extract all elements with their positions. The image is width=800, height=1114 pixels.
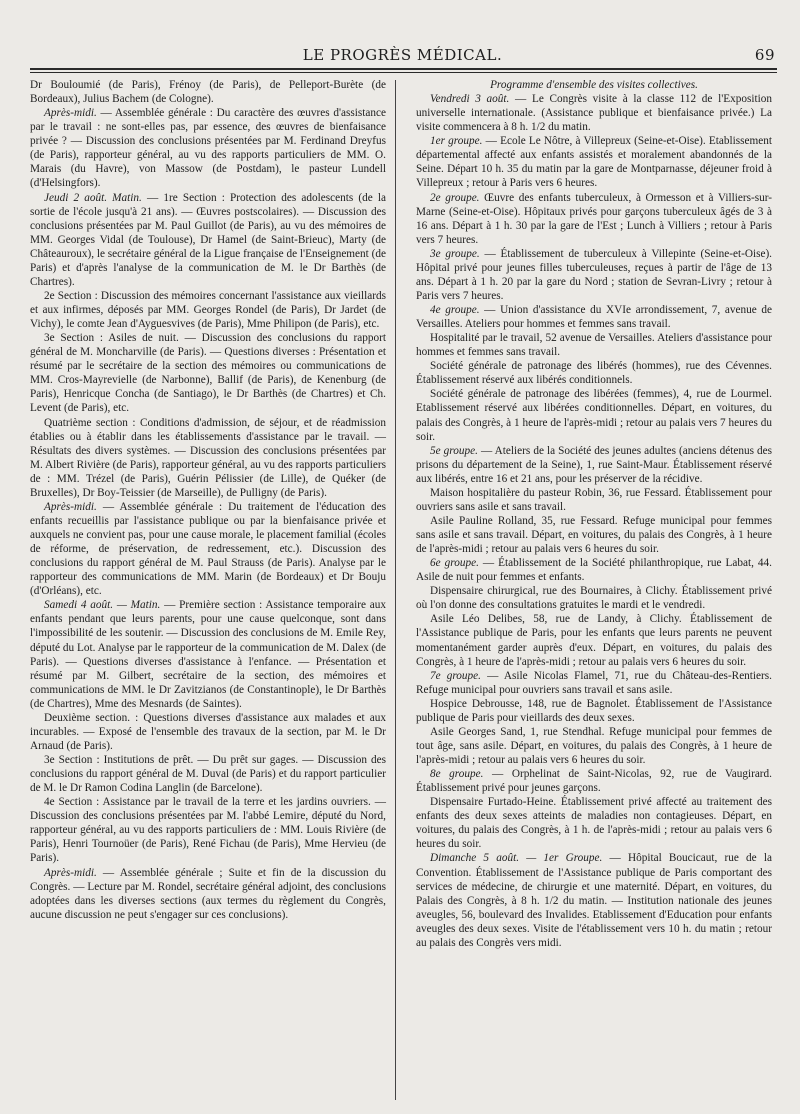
- paragraph: [416, 725, 772, 767]
- paragraph: [416, 612, 772, 668]
- paragraph-text: Dispensaire chirurgical, rue des Bournaires, à Clichy. Établissement privé où l'on donne des consultations gratuites le mardi et le vendredi.: [416, 585, 772, 612]
- paragraph-text: — Assemblée générale ; Suite et fin de la discussion du Congrès. — Lecture par M. Rondel, secrétaire général adjoint, des conclusions adoptées dans les diverses sections (aux termes du règlement du Congrès, aucune discussion ne peut s'engager sur ces conclusions).: [30, 866, 386, 921]
- paragraph-text: — Hôpital Boucicaut, rue de la Convention. Établissement de l'Assistance publique de Paris comportant des services de médecine, de chirurgie et une maternité. Départ, en voitures, du Palais des Congrès, à 8 h. 1/2 du matin. — Institution nationale des jeunes aveugles, 56, boulevard des Invalides. Etablissement d'Education pour enfants aveugles des deux sexes. Visite de l'établissement vers 10 h. du matin ; retour au palais des Congrès vers midi.: [416, 852, 772, 949]
- paragraph-label: Vendredi 3 août.: [430, 93, 510, 106]
- paragraph-label: 6e groupe.: [430, 557, 479, 570]
- paragraph-label: Après-midi.: [44, 500, 97, 513]
- paragraph-text: Maison hospitalière du pasteur Robin, 36, rue Fessard. Établissement pour ouvriers sans asile et sans travail.: [416, 486, 772, 513]
- paragraph: [416, 851, 772, 949]
- paragraph-text: Société générale de patronage des libérés (hommes), rue des Cévennes. Établissement réservé aux libérés conditionnels.: [416, 360, 772, 387]
- section-heading: Programme d'ensemble des visites collectives.: [490, 79, 698, 91]
- paragraph-text: — 1re Section : Protection des adolescents (de la sortie de l'école jusqu'à 21 ans). — Œuvres postscolaires). — Discussion des conclusions présentées par M. Paul Guillot (de Paris), au vu des mémoires de MM. Georges Vidal (de Toulouse), Dr Hamel (de Saint-Brieuc), Marty (de Châteauroux), le secrétaire général de la Ligue française de l'Enseignement (de Paris) et d'après l'analyse de la communication de M. le Dr Barthès (de Chartres).: [30, 191, 386, 288]
- paragraph: [416, 697, 772, 725]
- paragraph-text: Dr Bouloumié (de Paris), Frénoy (de Paris), de Pelleport-Burète (de Bordeaux), Julius Bachem (de Cologne).: [30, 79, 386, 106]
- paragraph-text: 3e Section : Asiles de nuit. — Discussion des conclusions du rapport général de M. Moncharville (de Paris). — Questions diverses : Présentation et résumé par le secrétaire de la section des mémoires ou communications de MM. Cros-Mayrevielle (de Narbonne), Ballif (de Paris), de Kenenburg (de Paris), Henricque Concha (de Santiago), le Dr Barthès (de Chartres) et Ch. Levent (de Paris), etc.: [30, 332, 386, 415]
- paragraph-label: Après-midi.: [44, 866, 97, 879]
- paragraph-text: Hospice Debrousse, 148, rue de Bagnolet. Établissement de l'Assistance publique de Paris pour vieillards des deux sexes.: [416, 697, 772, 724]
- paragraph-text: Deuxième section. : Questions diverses d'assistance aux malades et aux incurables. — Exposé de l'ensemble des travaux de la section, par M. le Dr Arnaud (de Paris).: [30, 711, 386, 752]
- paragraph: [30, 711, 386, 753]
- paragraph-text: — Première section : Assistance temporaire aux enfants pendant que leurs parents, pour une cause quelconque, sont dans l'impossibilité de les soutenir. — Discussion des conclusions de M. Emile Rey, député du Lot. Analyse par le rapporteur de la communication de M. Dalex (de Paris). — Questions diverses d'assistance à l'enfance. — Présentation et résumé par M. Gilbert, secrétaire de la section, des mémoires et communications de MM. le Dr Zavitzianos (de Constantinople), le Dr Barthès (de Chartres), Mme des Mesnards (de Saintes).: [30, 599, 387, 710]
- paragraph-label: 7e groupe.: [430, 669, 481, 682]
- journal-title: LE PROGRÈS MÉDICAL.: [302, 46, 503, 64]
- paragraph-text: Société générale de patronage des libérées (femmes), 4, rue de Lourmel. Etablissement réservé aux libérées conditionnelles. Départ, en voitures, du palais des Congrès, à 1 heure de l'après-midi ; retour au palais vers 7 heures du soir.: [416, 388, 772, 443]
- paragraph: [30, 331, 386, 415]
- left-column: [30, 78, 386, 922]
- page-header: [30, 44, 775, 66]
- paragraph-text: 2e Section : Discussion des mémoires concernant l'assistance aux vieillards et aux infirmes, déposés par MM. Georges Rondel (de Paris), Dr Jardet (de Vichy), le comte Jean d'Ayguesvives (de Paris), Mme Philipon (de Paris), etc.: [30, 289, 386, 331]
- paragraph: [416, 191, 772, 247]
- paragraph-text: Asile Pauline Rolland, 35, rue Fessard. Refuge municipal pour femmes sans asile et sans travail. Départ, en voitures, du palais des Congrès, à 1 heure de l'après-midi ; retour au palais vers 6 heures du soir.: [416, 514, 772, 556]
- paragraph: [30, 416, 386, 500]
- paragraph-label: 2e groupe.: [430, 191, 480, 204]
- paragraph: [30, 191, 386, 289]
- paragraph-label: 3e groupe.: [430, 247, 480, 260]
- paragraph: [416, 795, 772, 851]
- paragraph: [416, 359, 772, 387]
- paragraph-label: 8e groupe.: [430, 768, 484, 781]
- paragraph: [416, 331, 772, 359]
- paragraph: [416, 514, 772, 556]
- paragraph: [416, 444, 772, 486]
- paragraph: [30, 78, 386, 106]
- paragraph-label: 4e groupe.: [430, 304, 480, 316]
- paragraph: [416, 247, 772, 303]
- paragraph: [30, 500, 386, 598]
- paragraph: [30, 866, 386, 922]
- paragraph: [416, 669, 772, 697]
- paragraph-label: Samedi 4 août. — Matin.: [44, 599, 161, 612]
- right-column: [416, 78, 772, 950]
- paragraph-text: — Assemblée générale : Du caractère des œuvres d'assistance par le travail : ne sont-elles pas, par essence, des œuvres de bienfaisance privée ? — Discussion des conclusions présentées par M. Ferdinand Dreyfus (de Paris), rapporteur général, au vu des rapports particuliers de MM. O. Marais (du Havre), von Massow (de Postdam), le pasteur Lundell (d'Helsingfors).: [30, 107, 386, 190]
- paragraph-label: Dimanche 5 août. — 1er Groupe.: [430, 852, 603, 865]
- paragraph: [416, 584, 772, 612]
- column-divider: [395, 80, 396, 1100]
- paragraph: [30, 289, 386, 331]
- paragraph: [416, 134, 772, 190]
- paragraph-text: Quatrième section : Conditions d'admission, de séjour, et de réadmission établies ou à établir dans les établissements d'assistance par le travail. — Résultats des divers systèmes. — Discussion des conclusions présentées par M. Albert Rivière (de Paris), rapporteur général, au vu des rapports particuliers de : MM. Trézel (de Paris), Guérin Pélissier (de Lille), de Quéker (de Bruxelles), Dr Boy-Teissier (de Marseille), de Pulligny (de Paris).: [30, 416, 386, 499]
- paragraph-text: — Ateliers de la Société des jeunes adultes (anciens détenus des prisons du département de la Seine), 1, rue Saint-Maur. Établissement réservé aux libérés, entre 16 et 21 ans, pour les préserver de la récidive.: [416, 444, 772, 485]
- paragraph-label: Jeudi 2 août. Matin.: [44, 191, 142, 204]
- paragraph-text: Dispensaire Furtado-Heine. Établissement privé affecté au traitement des enfants des deux sexes atteints de maladies non contagieuses. Départ, en voitures, du palais des Congrès, à 1 h. de l'après-midi ; retour au palais vers 6 heures du soir.: [416, 796, 772, 851]
- paragraph-text: — Union d'assistance du XVIe arrondissement, 7, avenue de Versailles. Ateliers pour hommes et femmes sans travail.: [416, 304, 772, 331]
- paragraph-text: — Établissement de la Société philanthropique, rue Labat, 44. Asile de nuit pour femmes et enfants.: [416, 557, 772, 584]
- paragraph: [416, 92, 772, 134]
- paragraph: [30, 598, 386, 711]
- paragraph-text: Œuvre des enfants tuberculeux, à Ormesson et à Villiers-sur-Marne (Seine-et-Oise). Hôpitaux privés pour garçons tuberculeux âgés de 3 à 16 ans. Départ à 1 h. 30 par la gare de l'Est ; Lunch à Villiers ; retour à Paris vers 7 heures.: [416, 191, 772, 246]
- paragraph: [416, 387, 772, 443]
- header-rule-thin: [30, 72, 777, 73]
- paragraph: [30, 106, 386, 190]
- paragraph-text: — Établissement de tuberculeux à Villepinte (Seine-et-Oise). Hôpital privé pour jeunes filles tuberculeuses, reçues à partir de l'âge de 13 ans. Départ à 1 h. 20 par la gare du Nord ; station de Sevran-Livry ; retour à Paris vers 7 heures.: [416, 247, 772, 302]
- paragraph-text: — Le Congrès visite à la classe 112 de l'Exposition universelle internationale. (Assistance publique et bienfaisance privée.) La visite commencera à 8 h. 1/2 du matin.: [416, 93, 772, 134]
- paragraph-text: — Assemblée générale : Du traitement de l'éducation des enfants recueillis par l'assistance publique ou par la bienfaisance privée et auxquels ne convient pas, pour une cause morale, le placement familial (écoles de réforme, de préservation, de redressement, etc.). Discussion des conclusions du rapport général de M. Paul Strauss (de Paris). Analyse par le rapporteur des communications de MM. Marin (de Bordeaux) et Dr Bouju (d'Orléans), etc.: [30, 500, 386, 598]
- paragraph-label: 5e groupe.: [430, 444, 478, 457]
- paragraph-text: — Orphelinat de Saint-Nicolas, 92, rue de Vaugirard. Établissement privé pour jeunes garçons.: [416, 768, 772, 795]
- page-number: 69: [754, 46, 775, 64]
- paragraph: [30, 795, 386, 865]
- paragraph-text: Asile Georges Sand, 1, rue Stendhal. Refuge municipal pour femmes de tout âge, sans asile. Départ, en voitures, du palais des Congrès, à 1 heure de l'après-midi ; retour au palais vers 6 heures du soir.: [416, 725, 772, 766]
- paragraph-text: 4e Section : Assistance par le travail de la terre et les jardins ouvriers. — Discussion des conclusions présentées par M. l'abbé Lemire, député du Nord, rapporteur général, au vu des rapports particuliers de : MM. Louis Rivière (de Paris), Henri Tournoüer (de Paris), René Fichau (de Paris), Mme Hervieu (de Paris).: [30, 796, 386, 865]
- paragraph: [416, 303, 772, 331]
- paragraph-text: Asile Léo Delibes, 58, rue de Landy, à Clichy. Établissement de l'Assistance publique de Paris, pour les enfants que leurs parents ne peuvent momentanément garder auprès d'eux. Départ, en voitures, du palais des Congrès, à 1 heure de l'après-midi ; retour au palais vers 6 heures du soir.: [416, 613, 772, 668]
- paragraph: [416, 767, 772, 795]
- paragraph-label: 1er groupe.: [430, 135, 483, 148]
- paragraph-text: 3e Section : Institutions de prêt. — Du prêt sur gages. — Discussion des conclusions du rapport général de M. Duval (de Paris) et du rapport particulier de M. le Dr Ramon Codina Langlin (de Barcelone).: [30, 754, 386, 795]
- paragraph-text: — Asile Nicolas Flamel, 71, rue du Château-des-Rentiers. Refuge municipal pour ouvriers sans travail et sans asile.: [416, 669, 772, 696]
- paragraph: [416, 486, 772, 514]
- header-rule: [30, 68, 777, 70]
- paragraph-text: Hospitalité par le travail, 52 avenue de Versailles. Ateliers d'assistance pour hommes et femmes sans travail.: [416, 332, 772, 359]
- paragraph: [416, 556, 772, 584]
- paragraph-text: — Ecole Le Nôtre, à Villepreux (Seine-et-Oise). Etablissement départemental affecté aux enfants assistés et moralement abandonnés de la Seine. Départ 10 h. 35 du matin par la gare de Montparnasse, déjeuner froid à Villepreux ; retour à Paris vers 6 heures.: [416, 135, 772, 190]
- paragraph-label: Après-midi.: [44, 107, 97, 120]
- paragraph: [30, 753, 386, 795]
